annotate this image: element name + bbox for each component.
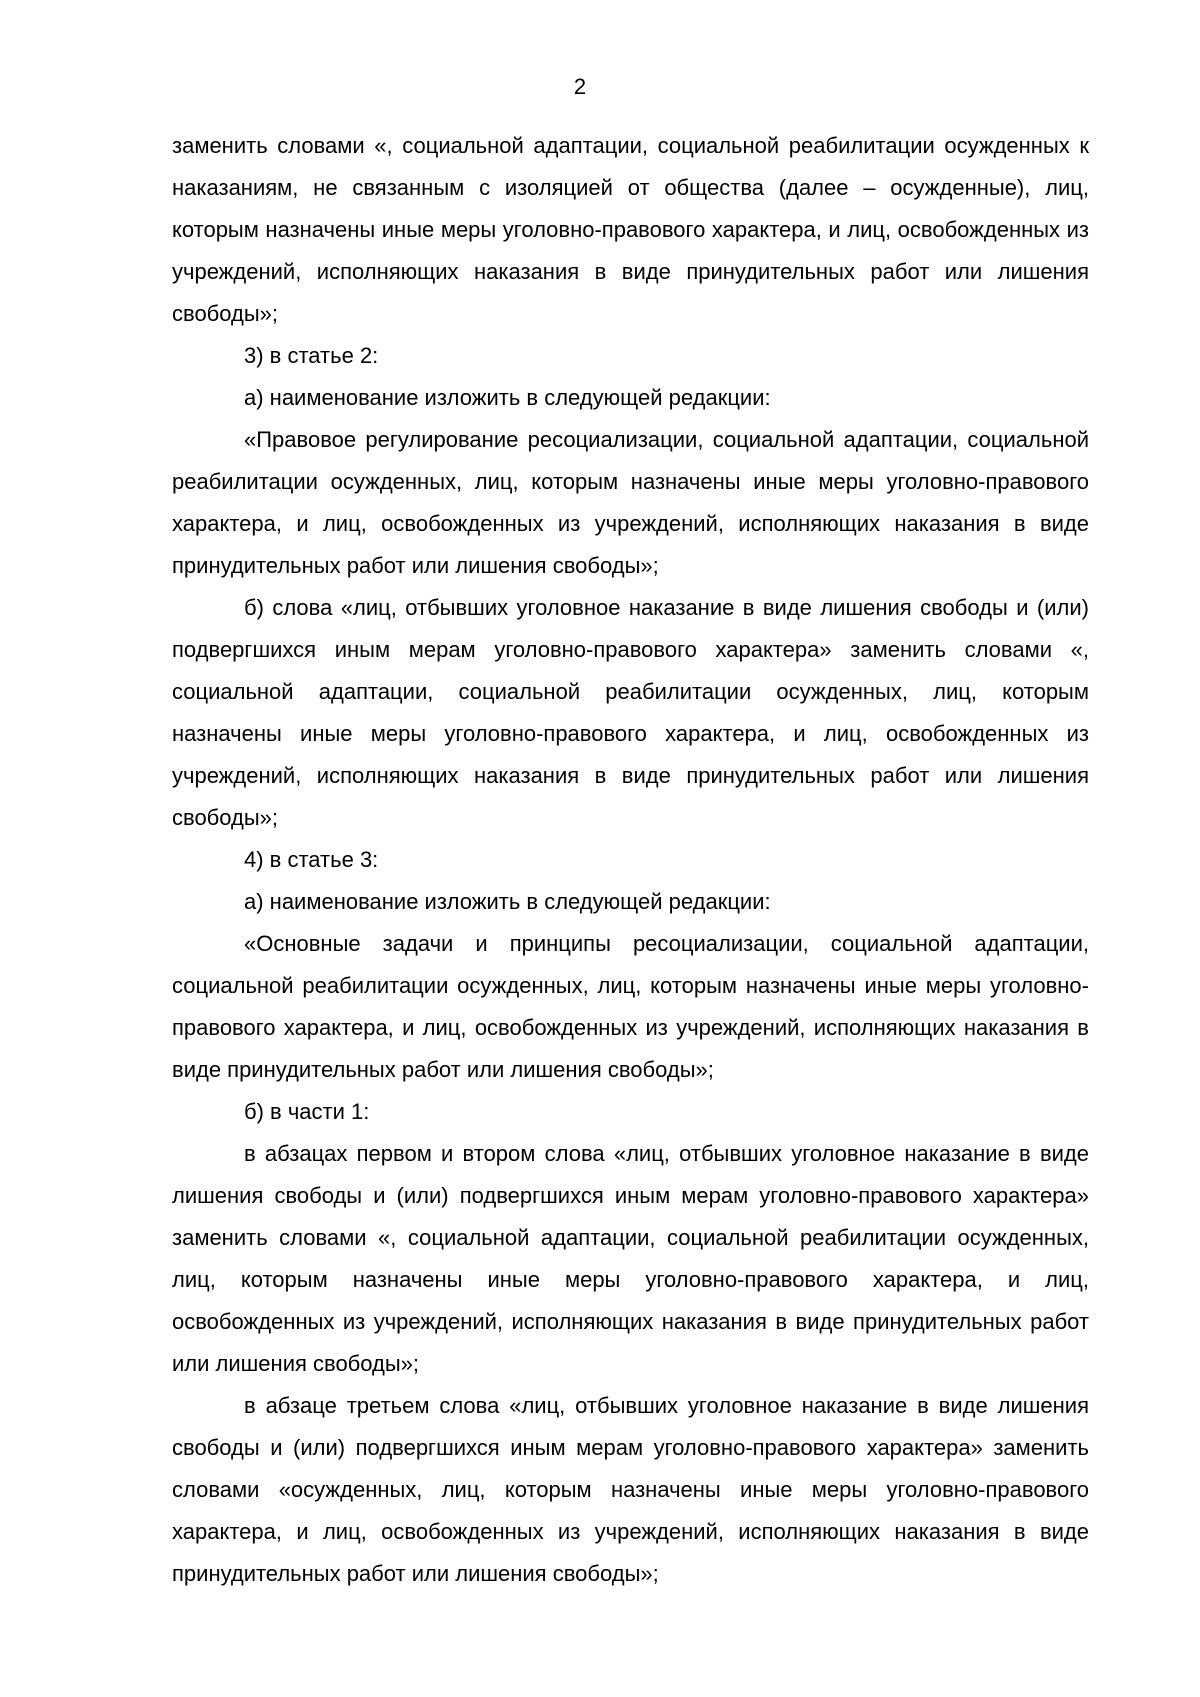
paragraph-item-4a: а) наименование изложить в следующей редакции: <box>244 889 771 914</box>
page-number: 2 <box>573 74 587 99</box>
paragraph-item-3a: а) наименование изложить в следующей редакции: <box>244 385 771 410</box>
paragraph-abzats-3: в абзаце третьем слова «лиц, отбывших уголовное наказание в виде лишения свободы и (или) подвергшихся иным мерам уголовно-правового характера» заменить словами «осужденных, лиц, которым назначены иные меры уголовно-правового характера, и лиц, освобожденных из учреждений, исполняющих наказания в виде принудительных работ или лишения свободы»; <box>172 1393 1089 1586</box>
paragraph-continuation: заменить словами «, социальной адаптации, социальной реабилитации осужденных к наказаниям, не связанным с изоляцией от общества (далее – осужденные), лиц, которым назначены иные меры уголовно-правового характера, и лиц, освобожденных из учреждений, исполняющих наказания в виде принудительных работ или лишения свободы»; <box>172 133 1089 326</box>
paragraph-item-4: 4) в статье 3: <box>244 847 379 872</box>
paragraph-item-3b: б) слова «лиц, отбывших уголовное наказание в виде лишения свободы и (или) подвергшихся иным мерам уголовно-правового характера» заменить словами «, социальной адаптации, социальной реабилитации осужденных, лиц, которым назначены иные меры уголовно-правового характера, и лиц, освобожденных из учреждений, исполняющих наказания в виде принудительных работ или лишения свободы»; <box>172 595 1089 830</box>
paragraph-item-4b: б) в части 1: <box>244 1099 370 1124</box>
paragraph-new-title-art2: «Правовое регулирование ресоциализации, социальной адаптации, социальной реабилитации осужденных, лиц, которым назначены иные меры уголовно-правового характера, и лиц, освобожденных из учреждений, исполняющих наказания в виде принудительных работ или лишения свободы»; <box>172 427 1089 578</box>
paragraph-new-title-art3: «Основные задачи и принципы ресоциализации, социальной адаптации, социальной реабилитации осужденных, лиц, которым назначены иные меры уголовно-правового характера, и лиц, освобожденных из учреждений, исполняющих наказания в виде принудительных работ или лишения свободы»; <box>172 931 1089 1082</box>
paragraph-abzats-1-2: в абзацах первом и втором слова «лиц, отбывших уголовное наказание в виде лишения свободы и (или) подвергшихся иным мерам уголовно-правового характера» заменить словами «, социальной адаптации, социальной реабилитации осужденных, лиц, которым назначены иные меры уголовно-правового характера, и лиц, освобожденных из учреждений, исполняющих наказания в виде принудительных работ или лишения свободы»; <box>172 1141 1089 1376</box>
document-body <box>172 125 1089 1595</box>
paragraph-item-3: 3) в статье 2: <box>244 343 379 368</box>
